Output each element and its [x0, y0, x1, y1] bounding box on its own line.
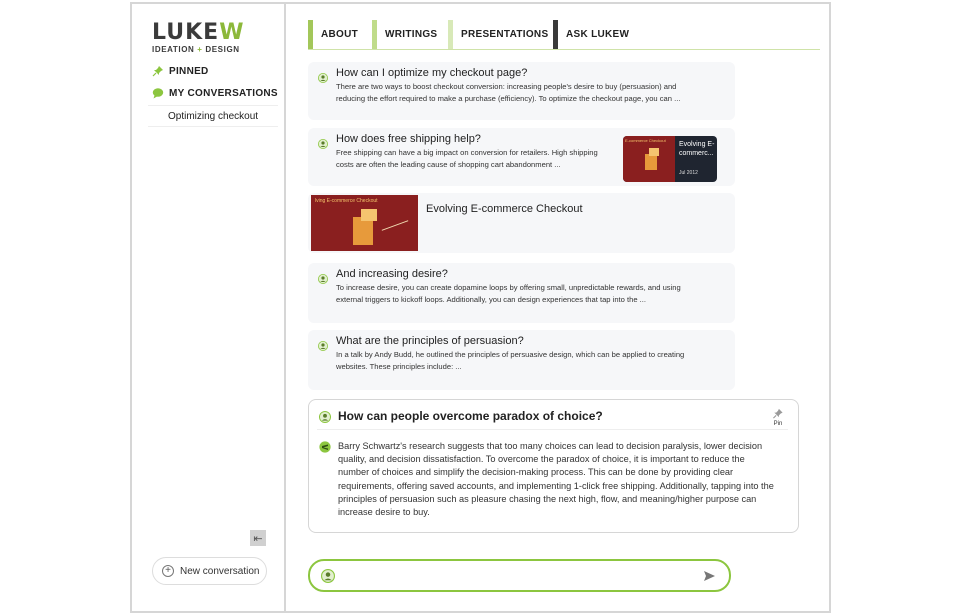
question-input[interactable]	[340, 567, 690, 585]
app-frame	[130, 2, 831, 613]
active-answer: Barry Schwartz's research suggests that too many choices can lead to decision paralysis, lower decision quality, and decision dissatisfaction. To overcome the paradox of choice, it is important to reduce the number of choices and simplify the decision-making process. This can be done by providing clear requirements, offering saved accounts, and implementing 1-click free shipping. Additionally, tapping into the principles of persuasion such as pleasure chasing the next high, flow, and meaning/higher purpose can increase desire to buy.	[338, 441, 774, 518]
presentation-title: Evolving E-commerc...	[679, 141, 715, 157]
thumb-title: lving E-commerce Checkout	[315, 198, 378, 204]
sidebar-pinned-label: PINNED	[169, 65, 209, 77]
logo-tagline: IDEATION + DESIGN	[152, 45, 240, 54]
new-conversation-label: New conversation	[180, 565, 260, 577]
send-icon	[703, 570, 716, 582]
tab-presentations[interactable]: PRESENTATIONS	[448, 20, 548, 49]
logo-wordmark: LUKEW	[152, 20, 245, 45]
lukew-avatar-icon	[319, 440, 331, 458]
conversation-card[interactable]	[308, 128, 735, 186]
tab-indicator	[448, 20, 453, 49]
question-input-bar	[308, 559, 731, 592]
chat-icon	[152, 87, 164, 99]
conversation-card[interactable]	[308, 263, 735, 323]
conversation-card[interactable]	[308, 330, 735, 390]
user-icon	[321, 569, 335, 588]
presentation-link-title: Evolving E-commerce Checkout	[426, 203, 583, 215]
presentation-date: Jul 2012	[679, 170, 698, 176]
card-question: What are the principles of persuasion?	[336, 335, 524, 347]
active-answer-card	[308, 399, 799, 533]
pin-button[interactable]	[772, 408, 784, 427]
pin-icon	[152, 65, 164, 77]
user-icon	[318, 338, 328, 356]
tab-indicator	[553, 20, 558, 49]
thumb-shape	[361, 209, 377, 221]
card-answer: Free shipping can have a big impact on conversion for retailers. High shipping costs are often the leading cause of shopping cart abandonment ...	[336, 148, 598, 169]
card-answer: To increase desire, you can create dopamine loops by offering small, unpredictable rewards, and using external triggers to kickoff loops. Additionally, you can design experiences that tap into the ...	[336, 283, 681, 304]
sidebar-conversations-label: MY CONVERSATIONS	[169, 87, 278, 99]
user-icon	[319, 410, 331, 428]
presentation-image	[311, 195, 418, 251]
user-icon	[318, 136, 328, 154]
tab-indicator	[372, 20, 377, 49]
active-question: How can people overcome paradox of choice?	[338, 409, 603, 423]
conversation-card[interactable]	[308, 62, 735, 120]
plus-icon: +	[162, 565, 174, 577]
user-icon	[318, 70, 328, 88]
pin-icon	[772, 408, 784, 421]
presentation-link-card[interactable]	[308, 193, 735, 253]
tab-indicator	[308, 20, 313, 49]
card-answer: There are two ways to boost checkout conversion: increasing people's desire to buy (persuasion) and reducing the effort required to make a purchase (efficiency). To optimize the checkout page, you can ...	[336, 82, 681, 103]
presentation-image	[623, 136, 675, 182]
thumb-line	[382, 220, 409, 231]
top-nav-tabs	[308, 20, 820, 50]
user-icon	[318, 271, 328, 289]
thumb-shape	[353, 217, 373, 245]
collapse-sidebar-button[interactable]	[250, 530, 266, 546]
tab-ask-lukew[interactable]: ASK LUKEW	[553, 20, 629, 49]
card-question: How does free shipping help?	[336, 133, 481, 145]
tab-writings[interactable]: WRITINGS	[372, 20, 437, 49]
sidebar-pinned[interactable]	[152, 65, 209, 77]
card-answer: In a talk by Andy Budd, he outlined the principles of persuasive design, which can be applied to creating websites. These principles include: ...	[336, 350, 685, 371]
thumb-title: E-commerce Checkout	[625, 138, 666, 143]
tab-about[interactable]: ABOUT	[308, 20, 358, 49]
new-conversation-button[interactable]	[152, 557, 267, 585]
thumb-shape	[645, 154, 657, 170]
send-button[interactable]	[703, 569, 716, 587]
card-question: And increasing desire?	[336, 268, 448, 280]
card-question: How can I optimize my checkout page?	[336, 67, 528, 79]
conversation-item[interactable]: Optimizing checkout	[148, 105, 278, 127]
presentation-thumbnail[interactable]	[623, 136, 717, 182]
pin-label: Pin	[773, 421, 783, 427]
thumb-shape	[649, 148, 659, 156]
divider	[317, 429, 788, 430]
sidebar	[132, 4, 286, 611]
sidebar-my-conversations[interactable]	[152, 87, 278, 99]
collapse-icon: ⇤	[253, 532, 263, 545]
logo[interactable]	[152, 22, 247, 54]
